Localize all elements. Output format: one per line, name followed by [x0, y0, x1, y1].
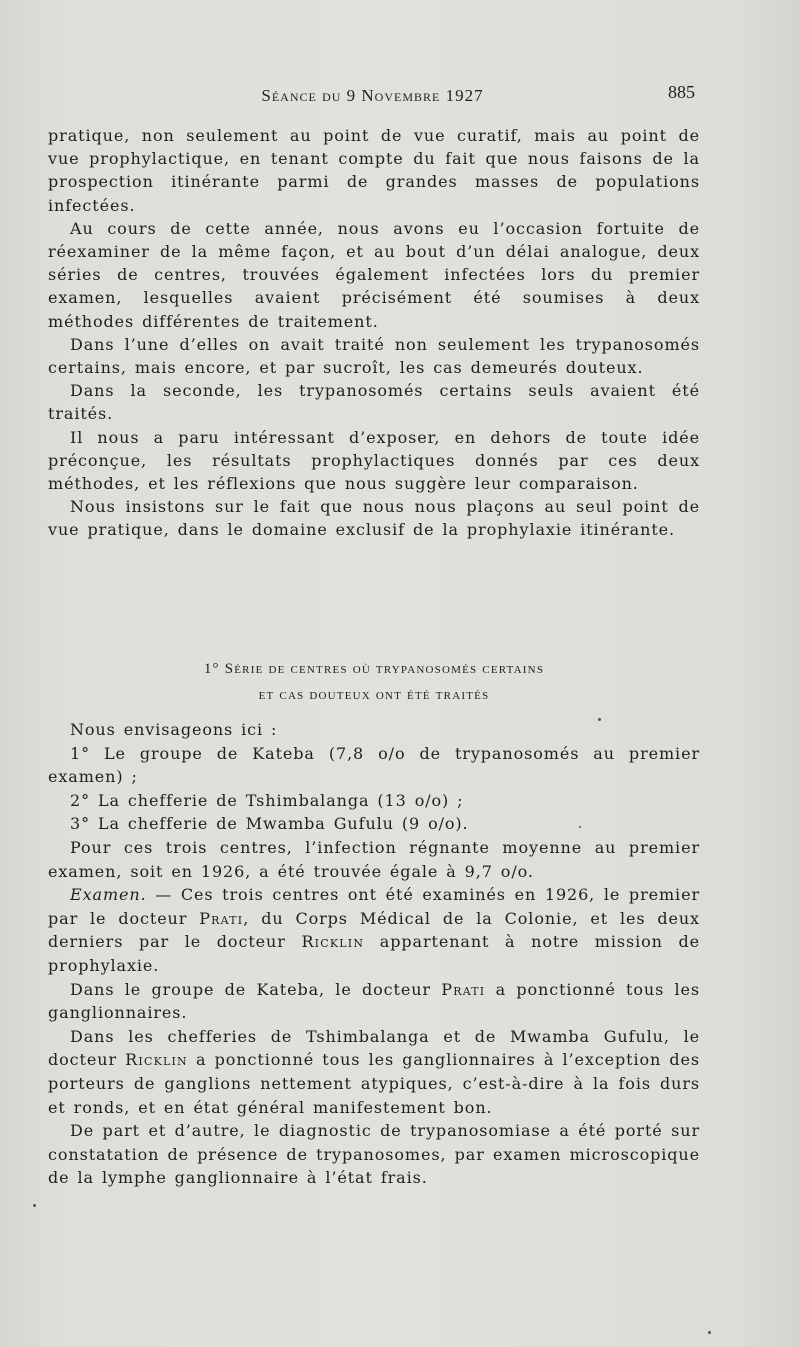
- scan-speck: [708, 1331, 711, 1334]
- page-header: [50, 82, 695, 112]
- running-head: Séance du 9 Novembre 1927: [261, 86, 484, 105]
- scan-speck: [579, 826, 581, 828]
- section-heading-line1: 1° Série de centres où trypanosomés certains: [203, 661, 545, 677]
- scan-speck: [598, 718, 601, 721]
- paragraph: De part et d’autre, le diagnostic de trypanosomiase a été porté sur constatation de présence de trypanosomes, par examen microscopique de la lymphe ganglionnaire à l’état frais.: [48, 1121, 700, 1188]
- text-span: a ponctionné tous les ganglionnaires à l’exception des porteurs de ganglions nettement atypiques, c’est-à-dire à la fois durs et ronds, et en état général manifestement bon.: [48, 1050, 700, 1117]
- text-span: Dans les chefferies de Tshimbalanga et de Mwamba Gufulu, le docteur: [48, 1026, 700, 1070]
- paragraph: Au cours de cette année, nous avons eu l’occasion fortuite de réexaminer de la même façon, et au bout d’un délai analogue, deux séries de centres, trouvées également infectées lors du premier examen, lesquelles avaient précisément été soumises à deux méthodes différentes de traitement.: [48, 218, 700, 331]
- author-name: Ricklin: [301, 932, 365, 952]
- body-text-bottom: [48, 718, 700, 1190]
- paragraph: [48, 1025, 700, 1119]
- paragraph: Dans l’une d’elles on avait traité non seulement les trypanosomés certains, mais encore, et par sucroît, les cas demeurés douteux.: [48, 334, 700, 378]
- author-name: Prati: [441, 979, 486, 999]
- text-span: appartenant à notre mission de prophylaxie.: [48, 932, 700, 975]
- page-number: 885: [668, 82, 695, 102]
- author-name: Ricklin: [125, 1050, 188, 1070]
- paragraph: [48, 978, 700, 1025]
- paragraph: pratique, non seulement au point de vue curatif, mais au point de vue prophylactique, en tenant compte du fait que nous faisons de la prospection itinérante parmi de grandes masses de populations infectées.: [48, 126, 700, 215]
- examen-label: Examen.: [70, 885, 147, 905]
- scan-speck: [33, 1204, 36, 1207]
- paragraph: Il nous a paru intéressant d’exposer, en dehors de toute idée préconçue, les résultats prophylactiques donnés par ces deux méthodes, et les réflexions que nous suggère leur comparaison.: [48, 427, 700, 494]
- section-heading-line2: et cas douteux ont été traités: [258, 687, 490, 703]
- list-item: 3° La chefferie de Mwamba Gufulu (9 o/o).: [70, 814, 469, 834]
- paragraph: Nous envisageons ici :: [70, 720, 278, 739]
- text-span: a ponctionné tous les ganglionnaires.: [48, 979, 700, 1023]
- list-item: 1° Le groupe de Kateba (7,8 o/o de trypanosomés au premier examen) ;: [48, 743, 700, 787]
- section-heading: [48, 656, 700, 708]
- list-item: 2° La chefferie de Tshimbalanga (13 o/o) ;: [70, 790, 464, 810]
- paragraph: Dans la seconde, les trypanosomés certains seuls avaient été traités.: [48, 381, 700, 424]
- text-span: Dans le groupe de Kateba, le docteur: [70, 979, 442, 999]
- paragraph: Nous insistons sur le fait que nous nous plaçons au seul point de vue pratique, dans le domaine exclusif de la prophylaxie itinérante.: [48, 497, 700, 540]
- text-span: , du Corps Médical de la Colonie, et les deux derniers par le docteur: [48, 908, 700, 952]
- paragraph: Pour ces trois centres, l’infection régnante moyenne au premier examen, soit en 1926, a été trouvée égale à 9,7 o/o.: [48, 837, 700, 881]
- text-span: — Ces trois centres ont été examinés en 1926, le premier par le docteur: [48, 885, 700, 928]
- body-text-top: [48, 124, 700, 542]
- paragraph-examen: [48, 883, 700, 977]
- author-name: Prati: [199, 908, 244, 928]
